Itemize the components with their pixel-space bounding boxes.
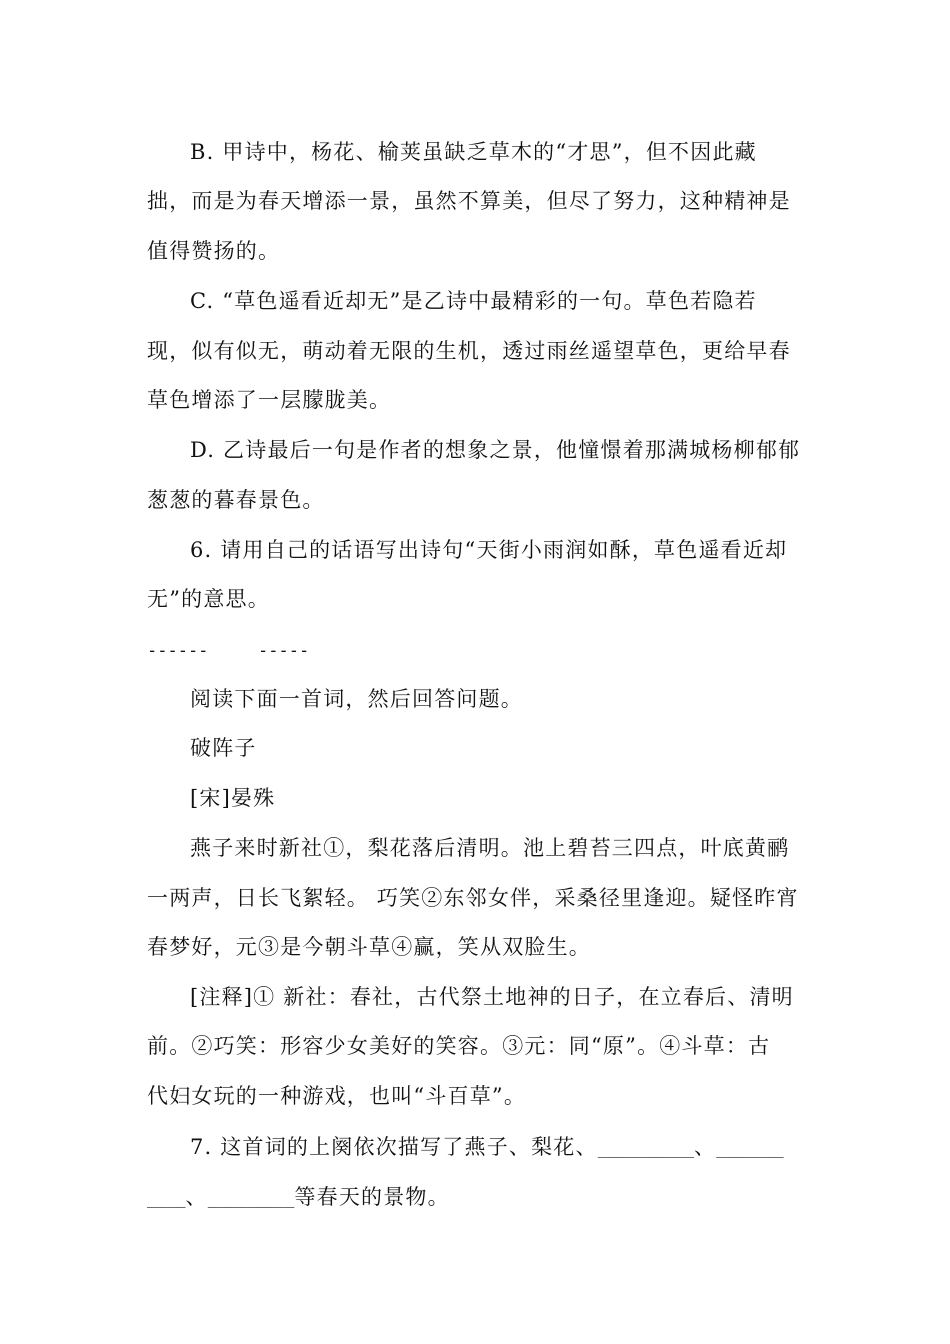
separator-1: 、	[694, 1135, 717, 1159]
answer-blank-1: __________	[597, 1139, 695, 1158]
question-7-prefix: 7. 这首词的上阕依次描写了燕子、梨花、	[190, 1135, 598, 1159]
answer-blank-a: ------	[147, 641, 209, 661]
option-d-line-2: 葱葱的暮春景色。	[147, 488, 325, 512]
poem-author: [宋]晏殊	[190, 786, 276, 810]
separator-2: 、	[185, 1185, 208, 1209]
option-c-line-3: 草色增添了一层朦胧美。	[147, 388, 392, 412]
notes-line-3: 代妇女玩的一种游戏，也叫“斗百草”。	[147, 1084, 527, 1108]
answer-blank-3: _________	[207, 1189, 295, 1208]
question-6-line-1: 6. 请用自己的话语写出诗句“天街小雨润如酥，草色遥看近却	[190, 538, 788, 562]
option-c-line-2: 现，似有似无，萌动着无限的生机，透过雨丝遥望草色，更给早春	[147, 339, 791, 363]
option-b-line-2: 拙，而是为春天增添一景，虽然不算美，但尽了努力，这种精神是	[147, 189, 791, 213]
question-7-line-2	[147, 1182, 450, 1212]
poem-line-3: 春梦好，元③是今朝斗草④赢，笑从双脸生。	[147, 935, 591, 959]
poem-line-2: 一两声，日长飞絮轻。 巧笑②东邻女伴，采桑径里逢迎。疑怪昨宵	[147, 886, 799, 910]
option-d-line-1: D. 乙诗最后一句是作者的想象之景，他憧憬着那满城杨柳郁郁	[190, 438, 801, 462]
question-7-suffix: 等春天的景物。	[294, 1185, 450, 1209]
answer-blank-2-part-1: _______	[716, 1139, 784, 1158]
option-c-line-1: C. “草色遥看近却无”是乙诗中最精彩的一句。草色若隐若	[190, 289, 757, 313]
notes-line-2: 前。②巧笑：形容少女美好的笑容。③元：同“原”。④斗草：古	[147, 1034, 771, 1058]
question-7-line-1	[190, 1132, 784, 1162]
option-b-line-1: B. 甲诗中，杨花、榆荚虽缺乏草木的“才思”，但不因此藏	[190, 140, 757, 164]
notes-line-1: [注释]① 新社：春社，古代祭土地神的日子，在立春后、清明	[190, 985, 794, 1009]
reading-intro: 阅读下面一首词，然后回答问题。	[190, 687, 523, 711]
option-b-line-3: 值得赞扬的。	[147, 239, 281, 263]
poem-title: 破阵子	[190, 736, 257, 760]
answer-blank-2-part-2: ____	[147, 1189, 186, 1208]
poem-line-1: 燕子来时新社①，梨花落后清明。池上碧苔三四点，叶底黄鹂	[190, 836, 790, 860]
question-6-line-2: 无”的意思。	[147, 587, 270, 611]
answer-blank-b: -----	[258, 641, 310, 661]
